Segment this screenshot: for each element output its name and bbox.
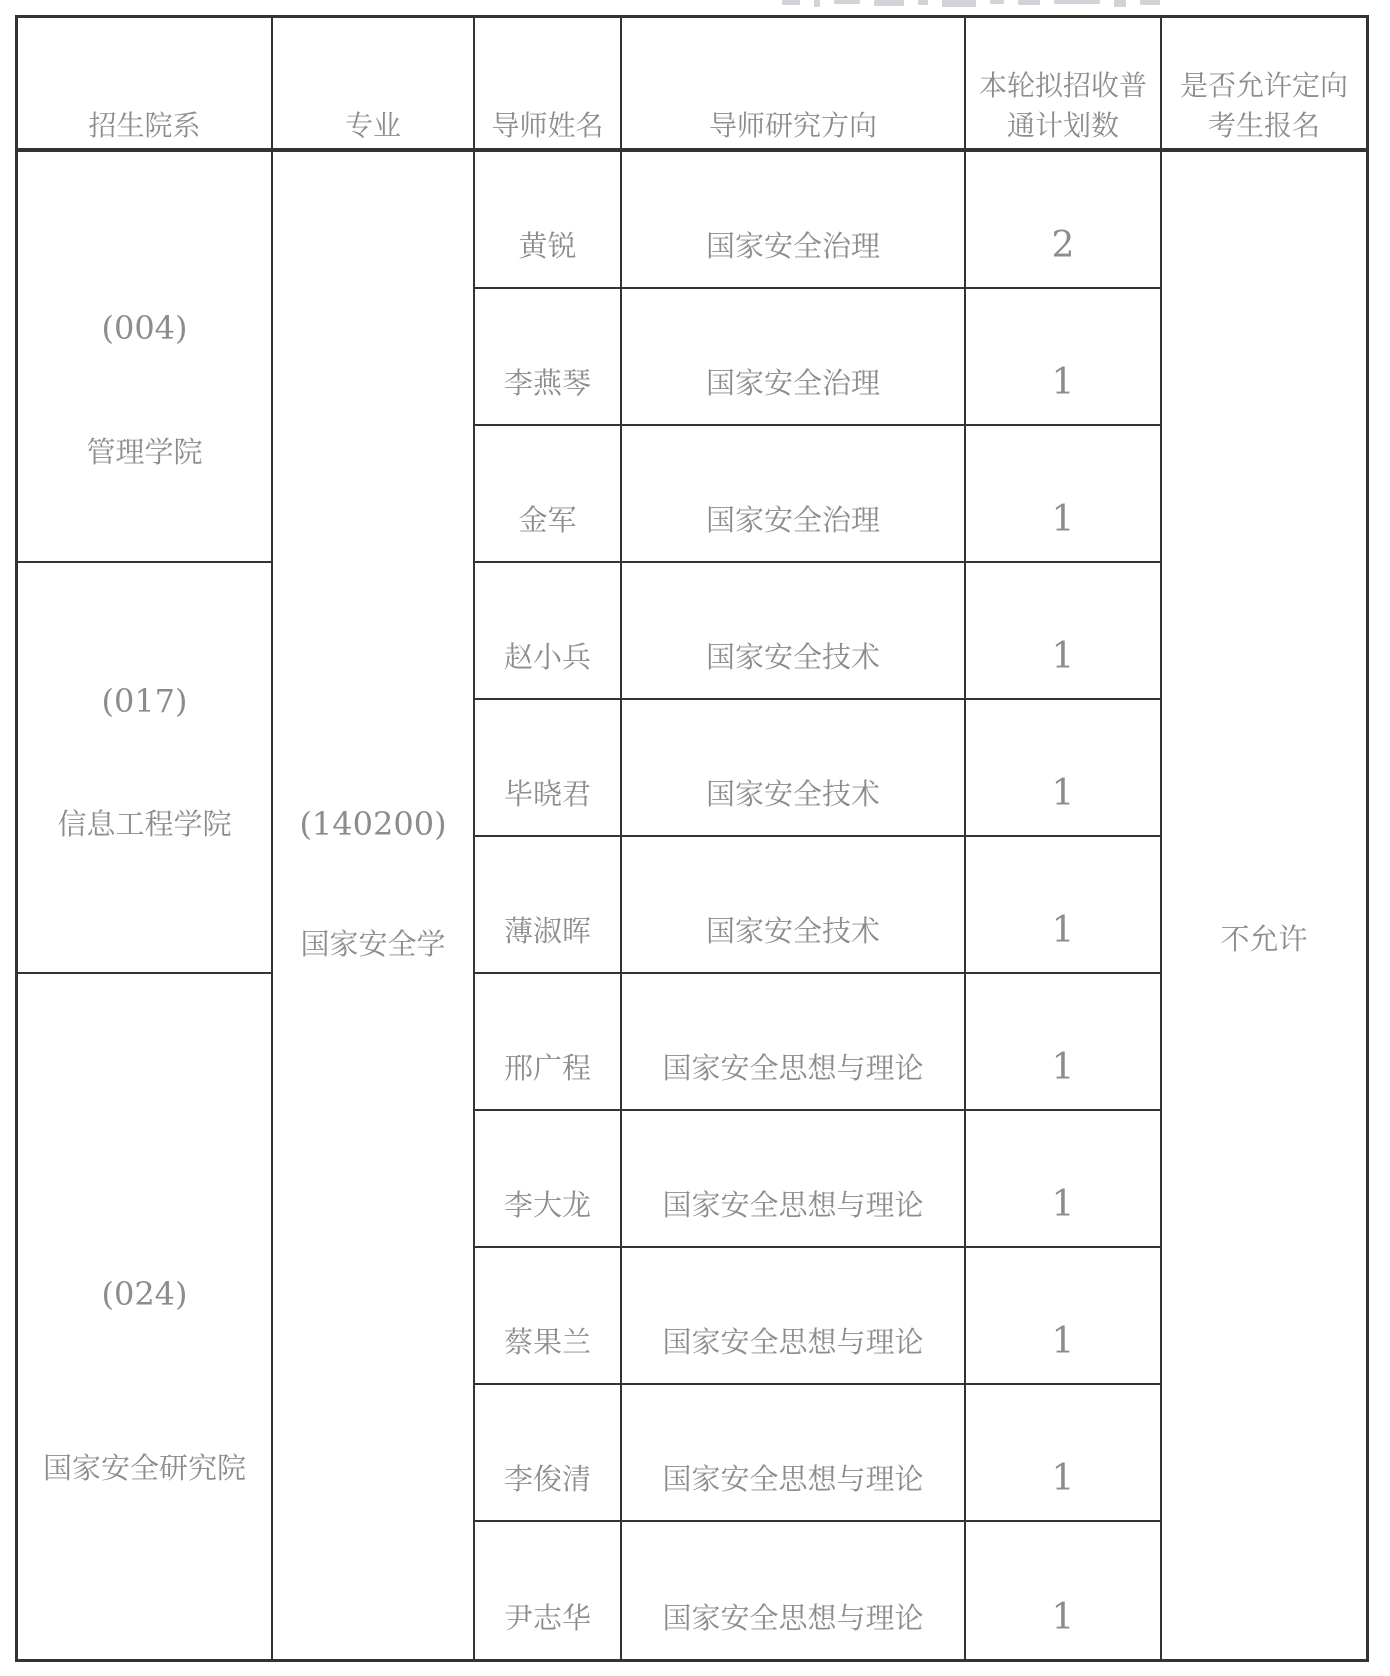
header-quota-line2: 通计划数 (1006, 109, 1119, 142)
glyph-fragment (918, 0, 928, 5)
glyph-fragment (1140, 0, 1160, 5)
advisor-name: 赵小兵 (475, 563, 622, 700)
department-group-024 (18, 974, 273, 1659)
department-group-004 (18, 152, 273, 563)
advisor-name: 黄锐 (475, 152, 622, 289)
advisor-name: 尹志华 (475, 1522, 622, 1659)
header-directed-candidates (1162, 18, 1366, 152)
glyph-fragment (1018, 0, 1040, 5)
advisor-name: 蔡果兰 (475, 1248, 622, 1385)
advisor-quota: 1 (966, 1111, 1162, 1248)
major-name: 国家安全学 (300, 926, 446, 961)
department-name: 国家安全研究院 (42, 1450, 246, 1485)
department-code: (024) (101, 1274, 188, 1313)
advisor-direction: 国家安全治理 (622, 289, 966, 426)
advisor-quota: 1 (966, 289, 1162, 426)
advisor-quota: 1 (966, 700, 1162, 837)
glyph-fragment (1114, 0, 1126, 7)
clipped-text-fragment (782, 0, 1252, 8)
glyph-fragment (814, 0, 820, 7)
directed-candidates-cell: 不允许 (1220, 921, 1308, 956)
advisor-name: 李俊清 (475, 1385, 622, 1522)
advisor-direction: 国家安全治理 (622, 152, 966, 289)
advisor-name: 毕晓君 (475, 700, 622, 837)
glyph-fragment (782, 0, 800, 5)
glyph-fragment (874, 0, 904, 6)
advisor-direction: 国家安全技术 (622, 563, 966, 700)
department-name: 管理学院 (86, 434, 203, 469)
header-advisor-name: 导师姓名 (475, 18, 622, 152)
advisor-quota: 1 (966, 1522, 1162, 1659)
advisor-name: 李大龙 (475, 1111, 622, 1248)
advisor-quota: 1 (966, 563, 1162, 700)
header-major: 专业 (273, 18, 475, 152)
header-directed-line2: 考生报名 (1207, 109, 1320, 142)
glyph-fragment (834, 0, 860, 4)
advisor-direction: 国家安全思想与理论 (622, 1385, 966, 1522)
major-code: (140200) (299, 804, 447, 843)
advisor-quota: 1 (966, 1248, 1162, 1385)
advisor-direction: 国家安全思想与理论 (622, 1111, 966, 1248)
header-quota (966, 18, 1162, 152)
advisor-quota: 1 (966, 426, 1162, 563)
advisor-quota: 1 (966, 837, 1162, 974)
advisor-direction: 国家安全技术 (622, 837, 966, 974)
advisor-quota: 2 (966, 152, 1162, 289)
header-quota-line1: 本轮拟招收普 (978, 69, 1147, 102)
department-group-017 (18, 563, 273, 974)
advisor-direction: 国家安全治理 (622, 426, 966, 563)
department-code: (004) (101, 308, 188, 347)
advisor-direction: 国家安全思想与理论 (622, 1248, 966, 1385)
advisor-direction: 国家安全思想与理论 (622, 974, 966, 1111)
advisor-direction: 国家安全技术 (622, 700, 966, 837)
department-name: 信息工程学院 (57, 807, 232, 841)
advisor-quota: 1 (966, 1385, 1162, 1522)
department-code: (017) (101, 682, 188, 720)
header-research-direction: 导师研究方向 (622, 18, 966, 152)
glyph-fragment (990, 0, 1004, 4)
advisor-name: 邢广程 (475, 974, 622, 1111)
major-cell (273, 152, 475, 1659)
advisor-name: 金军 (475, 426, 622, 563)
advisor-direction: 国家安全思想与理论 (622, 1522, 966, 1659)
advisor-name: 李燕琴 (475, 289, 622, 426)
glyph-fragment (942, 0, 976, 7)
header-department: 招生院系 (18, 18, 273, 152)
advisor-name: 薄淑晖 (475, 837, 622, 974)
header-directed-line1: 是否允许定向 (1179, 69, 1348, 102)
advisor-quota: 1 (966, 974, 1162, 1111)
glyph-fragment (1054, 0, 1100, 4)
admissions-table (15, 15, 1369, 1662)
